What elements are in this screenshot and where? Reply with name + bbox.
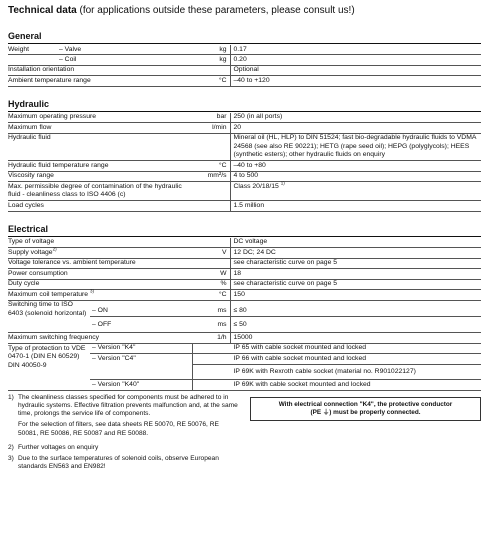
row-value: 15000 — [230, 333, 481, 343]
table-row — [8, 76, 481, 86]
row-unit: ms — [192, 300, 230, 316]
general-table — [8, 45, 481, 87]
row-value — [230, 182, 481, 201]
row-label — [8, 290, 192, 300]
table-row — [8, 343, 481, 353]
table-row — [8, 161, 481, 171]
general-section-title: General — [8, 31, 481, 44]
footnote-1 — [8, 394, 238, 441]
row-unit: V — [192, 248, 230, 258]
footnote-ref: 1) — [280, 180, 285, 186]
footer-area — [8, 394, 481, 475]
row-value: 12 DC; 24 DC — [230, 248, 481, 258]
switching-time-label: Switching time to ISO 6403 (solenoid horizontal) — [8, 300, 90, 332]
row-value: see characteristic curve on page 5 — [230, 258, 481, 268]
footnote-text: The cleanliness classes specified for components must be adhered to in hydraulic systems. Effective filtration prevents malfunction and, at the same time, prolongs the service life of components. — [18, 393, 238, 418]
table-row — [8, 133, 481, 160]
label-text: Maximum coil temperature — [8, 290, 89, 298]
footnote-mark: 1) — [8, 393, 14, 401]
row-value: 150 — [230, 290, 481, 300]
row-value: IP 69K with cable socket mounted and locked — [192, 380, 481, 390]
row-label: Power consumption — [8, 269, 192, 279]
row-value: Mineral oil (HL, HLP) to DIN 51524; fast bio-degradable hydraulic fluids to VDMA 24568 (see also RE 90221); HETG (rape seed oil); HEPG (polyglycols); HEES (synthetic esters); other hydraulic fluids on enquiry — [230, 133, 481, 160]
row-value: Optional — [230, 65, 481, 75]
footnote-text: Due to the surface temperatures of solenoid coils, observe European standards EN563 and EN982! — [18, 454, 219, 471]
notice-wrap — [238, 394, 481, 475]
row-unit: °C — [192, 76, 230, 86]
row-sublabel: – Version "K40" — [90, 380, 192, 390]
table-row — [8, 238, 481, 248]
row-unit: mm²/s — [192, 171, 230, 181]
hydraulic-section-title: Hydraulic — [8, 99, 481, 112]
row-value: 4 to 500 — [230, 171, 481, 181]
row-unit — [192, 258, 230, 268]
table-row — [8, 248, 481, 258]
table-row — [8, 45, 481, 55]
row-label: Maximum switching frequency — [8, 333, 192, 343]
table-row — [8, 113, 481, 123]
row-sublabel: – Valve — [57, 45, 192, 55]
row-label: Viscosity range — [8, 171, 192, 181]
row-unit: °C — [192, 161, 230, 171]
row-value: 0.17 — [230, 45, 481, 55]
row-value: ≤ 50 — [230, 316, 481, 332]
row-value: see characteristic curve on page 5 — [230, 279, 481, 289]
row-sublabel: – Coil — [57, 55, 192, 65]
title-bold: Technical data — [8, 5, 77, 16]
row-value: IP 69K with Rexroth cable socket (material no. R901022127) — [192, 364, 481, 379]
row-value: 20 — [230, 123, 481, 133]
footnote-mark: 3) — [8, 454, 14, 462]
electrical-section-title: Electrical — [8, 224, 481, 237]
table-row — [8, 123, 481, 133]
value-text: Class 20/18/15 — [233, 182, 279, 190]
table-row — [8, 171, 481, 181]
table-row — [8, 201, 481, 211]
label-text: Supply voltage — [8, 248, 53, 256]
row-value: DC voltage — [230, 238, 481, 248]
footnote-ref: 2) — [52, 246, 57, 252]
table-row — [8, 279, 481, 289]
notice-line-1: With electrical connection "K4", the protective conductor — [278, 400, 453, 408]
row-sublabel: – OFF — [90, 316, 192, 332]
row-unit — [192, 201, 230, 211]
row-value: 1.5 million — [230, 201, 481, 211]
hydraulic-table — [8, 113, 481, 212]
row-value: 0.20 — [230, 55, 481, 65]
row-label: Max. permissible degree of contamination of the hydraulic fluid - cleanliness class to ISO 4406 (c) — [8, 182, 192, 201]
row-label: Weight — [8, 45, 57, 55]
footnote-text: Further voltages on enquiry — [18, 443, 99, 451]
table-row — [8, 65, 481, 75]
row-unit — [192, 238, 230, 248]
footnote-ref: 3) — [89, 288, 94, 294]
row-unit: kg — [192, 45, 230, 55]
protection-label: Type of protection to VDE 0470-1 (DIN EN 60529) DIN 40050-9 — [8, 343, 90, 390]
row-label: Type of voltage — [8, 238, 192, 248]
electrical-table — [8, 238, 481, 391]
row-unit: kg — [192, 55, 230, 65]
footnote-text: For the selection of filters, see data sheets RE 50070, RE 50076, RE 50081, RE 50086, RE 50087 and RE 50088. — [18, 421, 219, 437]
row-unit: l/min — [192, 123, 230, 133]
row-label: Hydraulic fluid temperature range — [8, 161, 192, 171]
notice-line-2: (PE ⏚) must be properly connected. — [310, 408, 421, 416]
row-label — [8, 248, 192, 258]
table-row — [8, 55, 481, 65]
row-label: Load cycles — [8, 201, 192, 211]
row-unit: 1/h — [192, 333, 230, 343]
footnote-3 — [8, 455, 238, 471]
row-unit: ms — [192, 316, 230, 332]
row-value: IP 66 with cable socket mounted and locked — [192, 354, 481, 364]
page-title — [8, 4, 481, 17]
row-label: Voltage tolerance vs. ambient temperature — [8, 258, 192, 268]
table-row — [8, 300, 481, 316]
row-label — [8, 55, 57, 65]
protective-conductor-notice — [250, 397, 481, 422]
row-label: Installation orientation — [8, 65, 192, 75]
footnotes — [8, 394, 238, 475]
row-unit — [192, 182, 230, 201]
row-label: Duty cycle — [8, 279, 192, 289]
title-rest: (for applications outside these parameters, please consult us!) — [76, 5, 355, 16]
row-label: Maximum operating pressure — [8, 113, 192, 123]
row-label: Maximum flow — [8, 123, 192, 133]
row-sublabel: – ON — [90, 300, 192, 316]
row-value: ≤ 80 — [230, 300, 481, 316]
table-row — [8, 333, 481, 343]
row-unit: bar — [192, 113, 230, 123]
row-label: Hydraulic fluid — [8, 133, 192, 160]
row-sublabel: – Version "C4" — [90, 354, 192, 380]
table-row — [8, 182, 481, 201]
table-row — [8, 290, 481, 300]
row-unit: W — [192, 269, 230, 279]
row-sublabel: – Version "K4" — [90, 343, 192, 353]
row-unit: °C — [192, 290, 230, 300]
footnote-mark: 2) — [8, 443, 14, 451]
row-value: IP 65 with cable socket mounted and locked — [192, 343, 481, 353]
row-unit — [192, 65, 230, 75]
table-row — [8, 269, 481, 279]
row-value: 250 (in all ports) — [230, 113, 481, 123]
row-unit — [192, 133, 230, 160]
row-value: –40 to +80 — [230, 161, 481, 171]
row-label: Ambient temperature range — [8, 76, 192, 86]
footnote-2 — [8, 444, 238, 452]
row-value: 18 — [230, 269, 481, 279]
row-value: –40 to +120 — [230, 76, 481, 86]
table-row — [8, 258, 481, 268]
row-unit: % — [192, 279, 230, 289]
